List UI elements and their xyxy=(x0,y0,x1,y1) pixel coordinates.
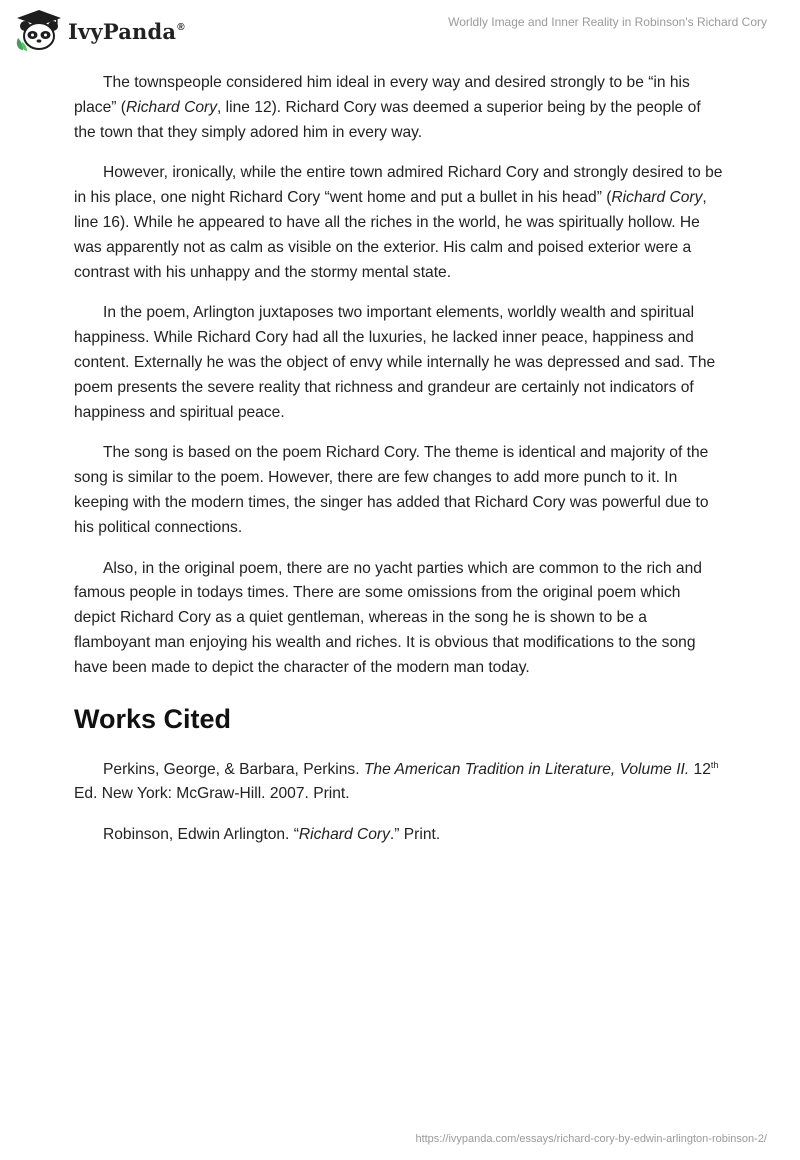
registered-mark: ® xyxy=(177,21,185,33)
citation-entry: Robinson, Edwin Arlington. “Richard Cory.” Print. xyxy=(103,826,441,844)
source-url[interactable]: https://ivypanda.com/essays/richard-cory-by-edwin-arlington-robinson-2/ xyxy=(415,1133,767,1145)
essay-body xyxy=(74,71,724,864)
page-header xyxy=(0,0,800,60)
paragraph: The song is based on the poem Richard Cory. The theme is identical and majority of the song is similar to the poem. However, there are few changes to add more punch to it. In keeping with the modern times, the singer has added that Richard Cory was powerful due to his political connections. xyxy=(74,444,709,536)
panda-graduate-icon xyxy=(14,8,64,52)
works-cited-heading: Works Cited xyxy=(74,703,232,734)
paragraph: However, ironically, while the entire town admired Richard Cory and strongly desired to be in his place, one night Richard Cory “went home and put a bullet in his head” (Richard Cory, line 16). While he appeared to have all the riches in the world, he was spiritually hollow. He was apparently not as calm as visible on the exterior. His calm and poised exterior were a contrast with his unhappy and the stormy mental state. xyxy=(74,164,723,281)
paragraph: The townspeople considered him ideal in every way and desired strongly to be “in his place” (Richard Cory, line 12). Richard Cory was deemed a superior being by the people of the town that they simply adored him in every way. xyxy=(74,74,701,141)
paragraph: In the poem, Arlington juxtaposes two important elements, worldly wealth and spiritual happiness. While Richard Cory had all the luxuries, he lacked inner peace, happiness and content. Externally he was the object of envy while internally he was depressed and sad. The poem presents the severe reality that richness and grandeur are certainly not indicators of happiness and spiritual peace. xyxy=(74,304,716,421)
citation-entry: Perkins, George, & Barbara, Perkins. The American Tradition in Literature, Volume II. 12th Ed. New York: McGraw-Hill. 2007. Print. xyxy=(74,759,719,803)
ivypanda-logo[interactable] xyxy=(14,8,184,52)
brand-name: IvyPanda® xyxy=(68,18,185,44)
document-title: Worldly Image and Inner Reality in Robinson's Richard Cory xyxy=(448,15,767,29)
paragraph: Also, in the original poem, there are no yacht parties which are common to the rich and famous people in todays times. There are some omissions from the original poem which depict Richard Cory as a quiet gentleman, whereas in the song he is shown to be a flamboyant man enjoying his wealth and riches. It is obvious that modifications to the song have been made to depict the character of the modern man today. xyxy=(74,559,702,676)
